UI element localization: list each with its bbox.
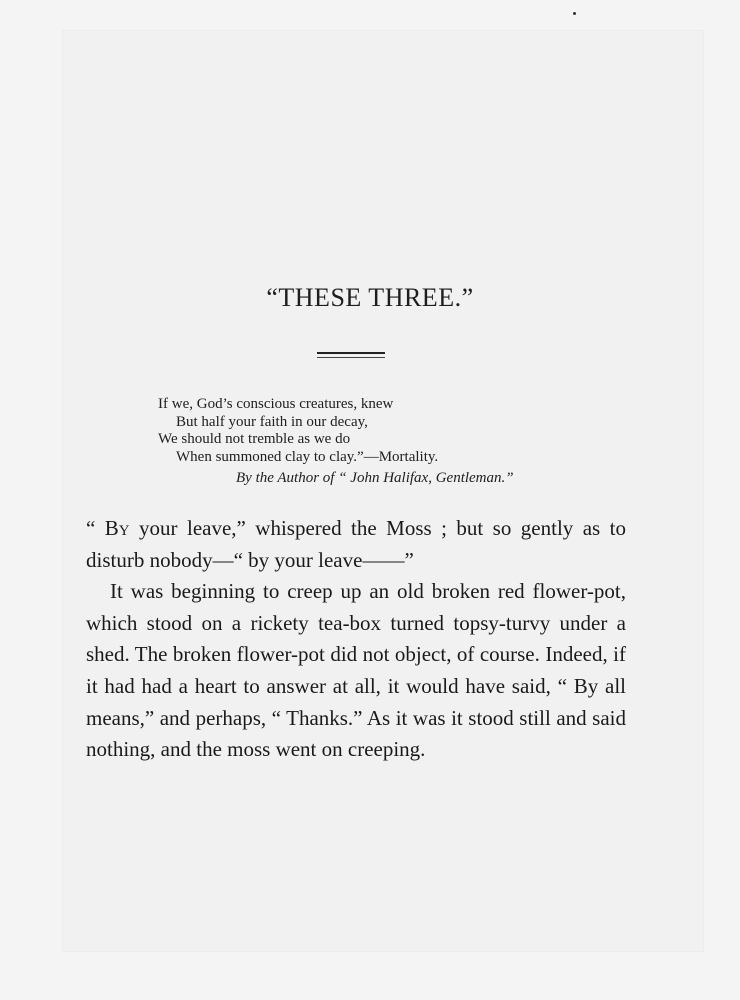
- epigraph-line: If we, God’s conscious creatures, knew: [158, 396, 394, 412]
- opening-smallcaps: By: [104, 516, 130, 540]
- epigraph-line: We should not tremble as we do: [158, 431, 351, 447]
- opening-quote: “: [86, 516, 105, 540]
- show-through-shadow: [62, 30, 704, 952]
- chapter-title: “THESE THREE.”: [266, 283, 474, 312]
- epigraph-line: But half your faith in our decay,: [176, 413, 368, 430]
- paragraph: It was beginning to creep up an old broken red flower-pot, which stood on a rickety tea-box turned topsy-turvy under a shed. The broken flower-pot did not object, of course. Indeed, if it had had a heart to answer at all, it would have said, “ By all means,” and perhaps, “ Thanks.” As it was it stood still and said nothing, and the moss went on creeping.: [86, 579, 626, 762]
- paragraph-text: your leave,” whispered the Moss ; but so gently as to disturb nobody—“ by your leave——”: [86, 516, 626, 572]
- title-rule-thin: [317, 357, 385, 358]
- epigraph-attribution: By the Author of “ John Halifax, Gentleman.”: [236, 470, 514, 486]
- title-rule-thick: [317, 352, 385, 354]
- paragraph: [86, 513, 626, 576]
- epigraph-line: When summoned clay to clay.”—Mortality.: [176, 448, 439, 465]
- ink-speck: [573, 12, 576, 15]
- body-text: [86, 513, 626, 766]
